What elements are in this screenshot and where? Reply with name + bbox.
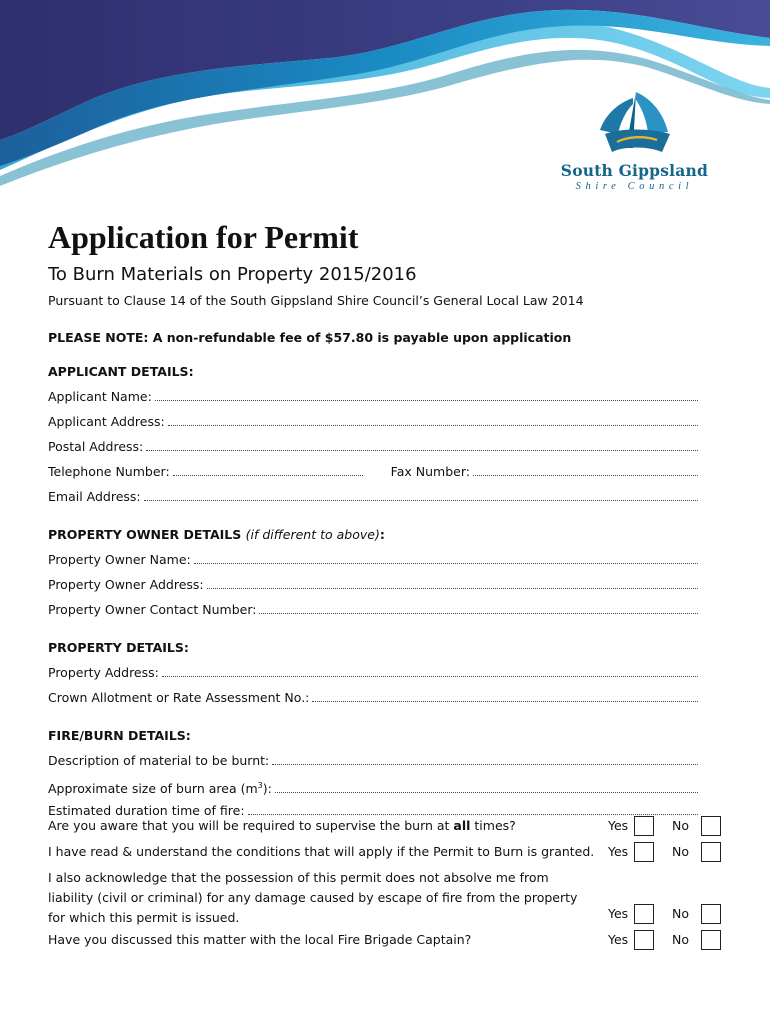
supervise-yes-checkbox[interactable] [634,816,654,836]
question-conditions-text: I have read & understand the conditions that will apply if the Permit to Burn is granted. [48,844,595,859]
allotment-field[interactable] [48,685,698,710]
email-field[interactable] [48,484,698,509]
fire-brigade-yes-checkbox[interactable] [634,930,654,950]
applicant-name-line[interactable] [155,399,698,401]
conditions-yes-checkbox[interactable] [634,842,654,862]
owner-name-field[interactable] [48,547,698,572]
applicant-name-label: Applicant Name: [48,389,152,404]
postal-address-line[interactable] [146,449,698,451]
allotment-label: Crown Allotment or Rate Assessment No.: [48,690,310,705]
owner-name-label: Property Owner Name: [48,552,191,567]
question-liability-text: I also acknowledge that the possession of this permit does not absolve me from liability (civil or criminal) for any damage caused by escape of fire from the property for which this permit is issued. [48,870,578,925]
question-fire-brigade-text: Have you discussed this matter with the local Fire Brigade Captain? [48,932,472,947]
burn-area-label: Approximate size of burn area $(m^3)$: [48,781,272,797]
liability-yes-checkbox[interactable] [634,904,654,924]
duration-label: Estimated duration time of fire: [48,803,245,818]
property-section-heading: PROPERTY DETAILS: [48,640,189,655]
owner-address-label: Property Owner Address: [48,577,204,592]
material-description-label: Description of material to be burnt: [48,753,270,768]
liability-no-checkbox[interactable] [701,904,721,924]
property-address-label: Property Address: [48,665,159,680]
applicant-address-line[interactable] [168,424,698,426]
fire-section-heading: FIRE/BURN DETAILS: [48,728,191,743]
permit-form [48,212,698,823]
material-description-line[interactable] [272,763,698,765]
postal-address-label: Postal Address: [48,439,144,454]
page-title: Application for Permit [48,219,359,255]
applicant-name-field[interactable] [48,384,698,409]
council-subname: Shire Council [575,181,694,192]
applicant-address-field[interactable] [48,409,698,434]
question-conditions: I have read & understand the conditions that will apply if the Permit to Burn is granted. Yes No [48,842,738,862]
owner-heading-note: (if different to above) [245,527,380,542]
email-line[interactable] [144,499,698,501]
burn-area-line[interactable] [275,791,698,793]
owner-address-line[interactable] [207,587,698,589]
question-liability: I also acknowledge that the possession of this permit does not absolve me from liability (civil or criminal) for any damage caused by escape of fire from the property for which this permit is issued. Yes No [48,868,738,928]
phone-fax-field[interactable] [48,459,698,484]
telephone-line[interactable] [173,474,363,476]
fax-line[interactable] [473,474,698,476]
council-logo-text [561,161,708,192]
owner-section-heading: PROPERTY OWNER DETAILS (if different to above): [48,527,385,542]
question-fire-brigade: Have you discussed this matter with the local Fire Brigade Captain? Yes No [48,930,738,950]
question-supervise: Are you aware that you will be required to supervise the burn at all times? Yes No [48,816,738,836]
owner-contact-label: Property Owner Contact Number: [48,602,257,617]
allotment-line[interactable] [312,700,698,702]
pursuant-text: Pursuant to Clause 14 of the South Gippsland Shire Council’s General Local Law 2014 [48,293,584,308]
applicant-section-heading: APPLICANT DETAILS: [48,364,194,379]
page-subtitle: To Burn Materials on Property 2015/2016 [48,264,417,285]
duration-line[interactable] [248,813,698,815]
burn-area-field[interactable] [48,773,698,798]
owner-contact-field[interactable] [48,597,698,622]
property-address-line[interactable] [162,675,698,677]
council-logo-emblem [600,92,670,152]
question-supervise-text: Are you aware that you will be required to supervise the burn at all times? [48,818,516,833]
fax-label: Fax Number: [390,464,470,479]
email-label: Email Address: [48,489,141,504]
fee-note: PLEASE NOTE: A non-refundable fee of $57.80 is payable upon application [48,330,572,345]
property-address-field[interactable] [48,660,698,685]
council-name: South Gippsland [560,161,708,180]
owner-name-line[interactable] [194,562,698,564]
conditions-no-checkbox[interactable] [701,842,721,862]
material-description-field[interactable] [48,748,698,773]
owner-address-field[interactable] [48,572,698,597]
owner-contact-line[interactable] [259,612,698,614]
fire-brigade-no-checkbox[interactable] [701,930,721,950]
applicant-address-label: Applicant Address: [48,414,165,429]
supervise-no-checkbox[interactable] [701,816,721,836]
telephone-label: Telephone Number: [48,464,170,479]
postal-address-field[interactable] [48,434,698,459]
